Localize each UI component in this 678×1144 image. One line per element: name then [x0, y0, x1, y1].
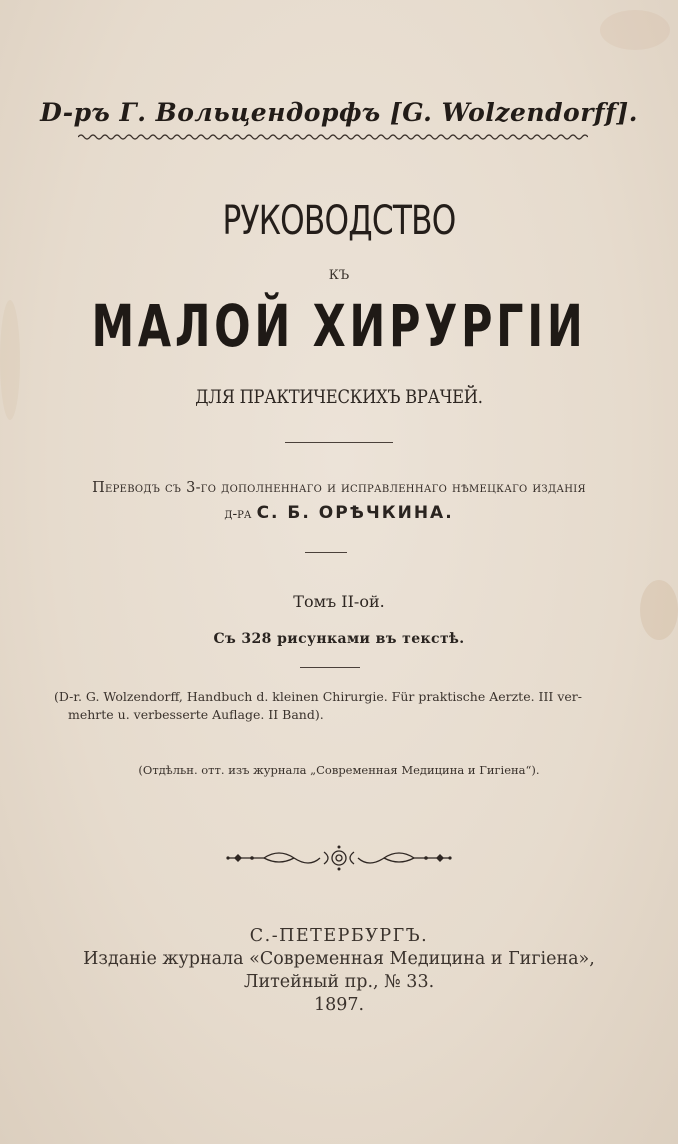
translator-prefix: д-ра [224, 506, 252, 522]
paper-stain [600, 10, 670, 50]
divider-rule [285, 442, 393, 443]
publisher-block [0, 925, 678, 1017]
publisher-city: С.-ПЕТЕРБУРГЪ. [249, 926, 429, 946]
offprint-note: (Отдѣльн. отт. изъ журнала „Современная Медицина и Гигіена“). [138, 763, 540, 777]
ornament-icon [224, 844, 454, 872]
title-line-1: РУКОВОДСТВО [222, 198, 456, 244]
figures-note: Съ 328 рисунками въ текстѣ. [213, 631, 465, 647]
translator-line [0, 503, 678, 523]
publisher-address: Литейный пр., № 33. [243, 972, 435, 992]
divider-rule [305, 552, 347, 553]
title-connector: КЪ [328, 268, 350, 283]
title-subtitle: ДЛЯ ПРАКТИЧЕСКИХЪ ВРАЧЕЙ. [195, 386, 483, 408]
publication-year: 1897. [313, 995, 365, 1015]
german-title-note [54, 688, 634, 724]
translation-line: Переводъ съ 3-го дополненнаго и исправленнаго нѣмецкаго изданія [92, 480, 586, 496]
paper-stain [0, 300, 20, 420]
title-line-2: МАЛОЙ ХИРУРГІИ [91, 292, 587, 360]
author-line: D-ръ Г. Вольцендорфъ [G. Wolzendorff]. [40, 98, 638, 127]
publisher-house: Изданіе журнала «Современная Медицина и Гигіена», [83, 949, 595, 969]
divider-rule [300, 667, 360, 668]
german-title-line-1: (D-r. G. Wolzendorff, Handbuch d. kleinen Chirurgie. Für praktische Aerzte. III ver- [54, 689, 582, 704]
german-title-line-2: mehrte u. verbesserte Auflage. II Band). [68, 707, 324, 722]
wavy-underline [78, 132, 588, 142]
volume-label: Томъ II-ой. [293, 592, 385, 611]
translator-name: С. Б. ОРѢЧКИНА. [256, 503, 454, 523]
